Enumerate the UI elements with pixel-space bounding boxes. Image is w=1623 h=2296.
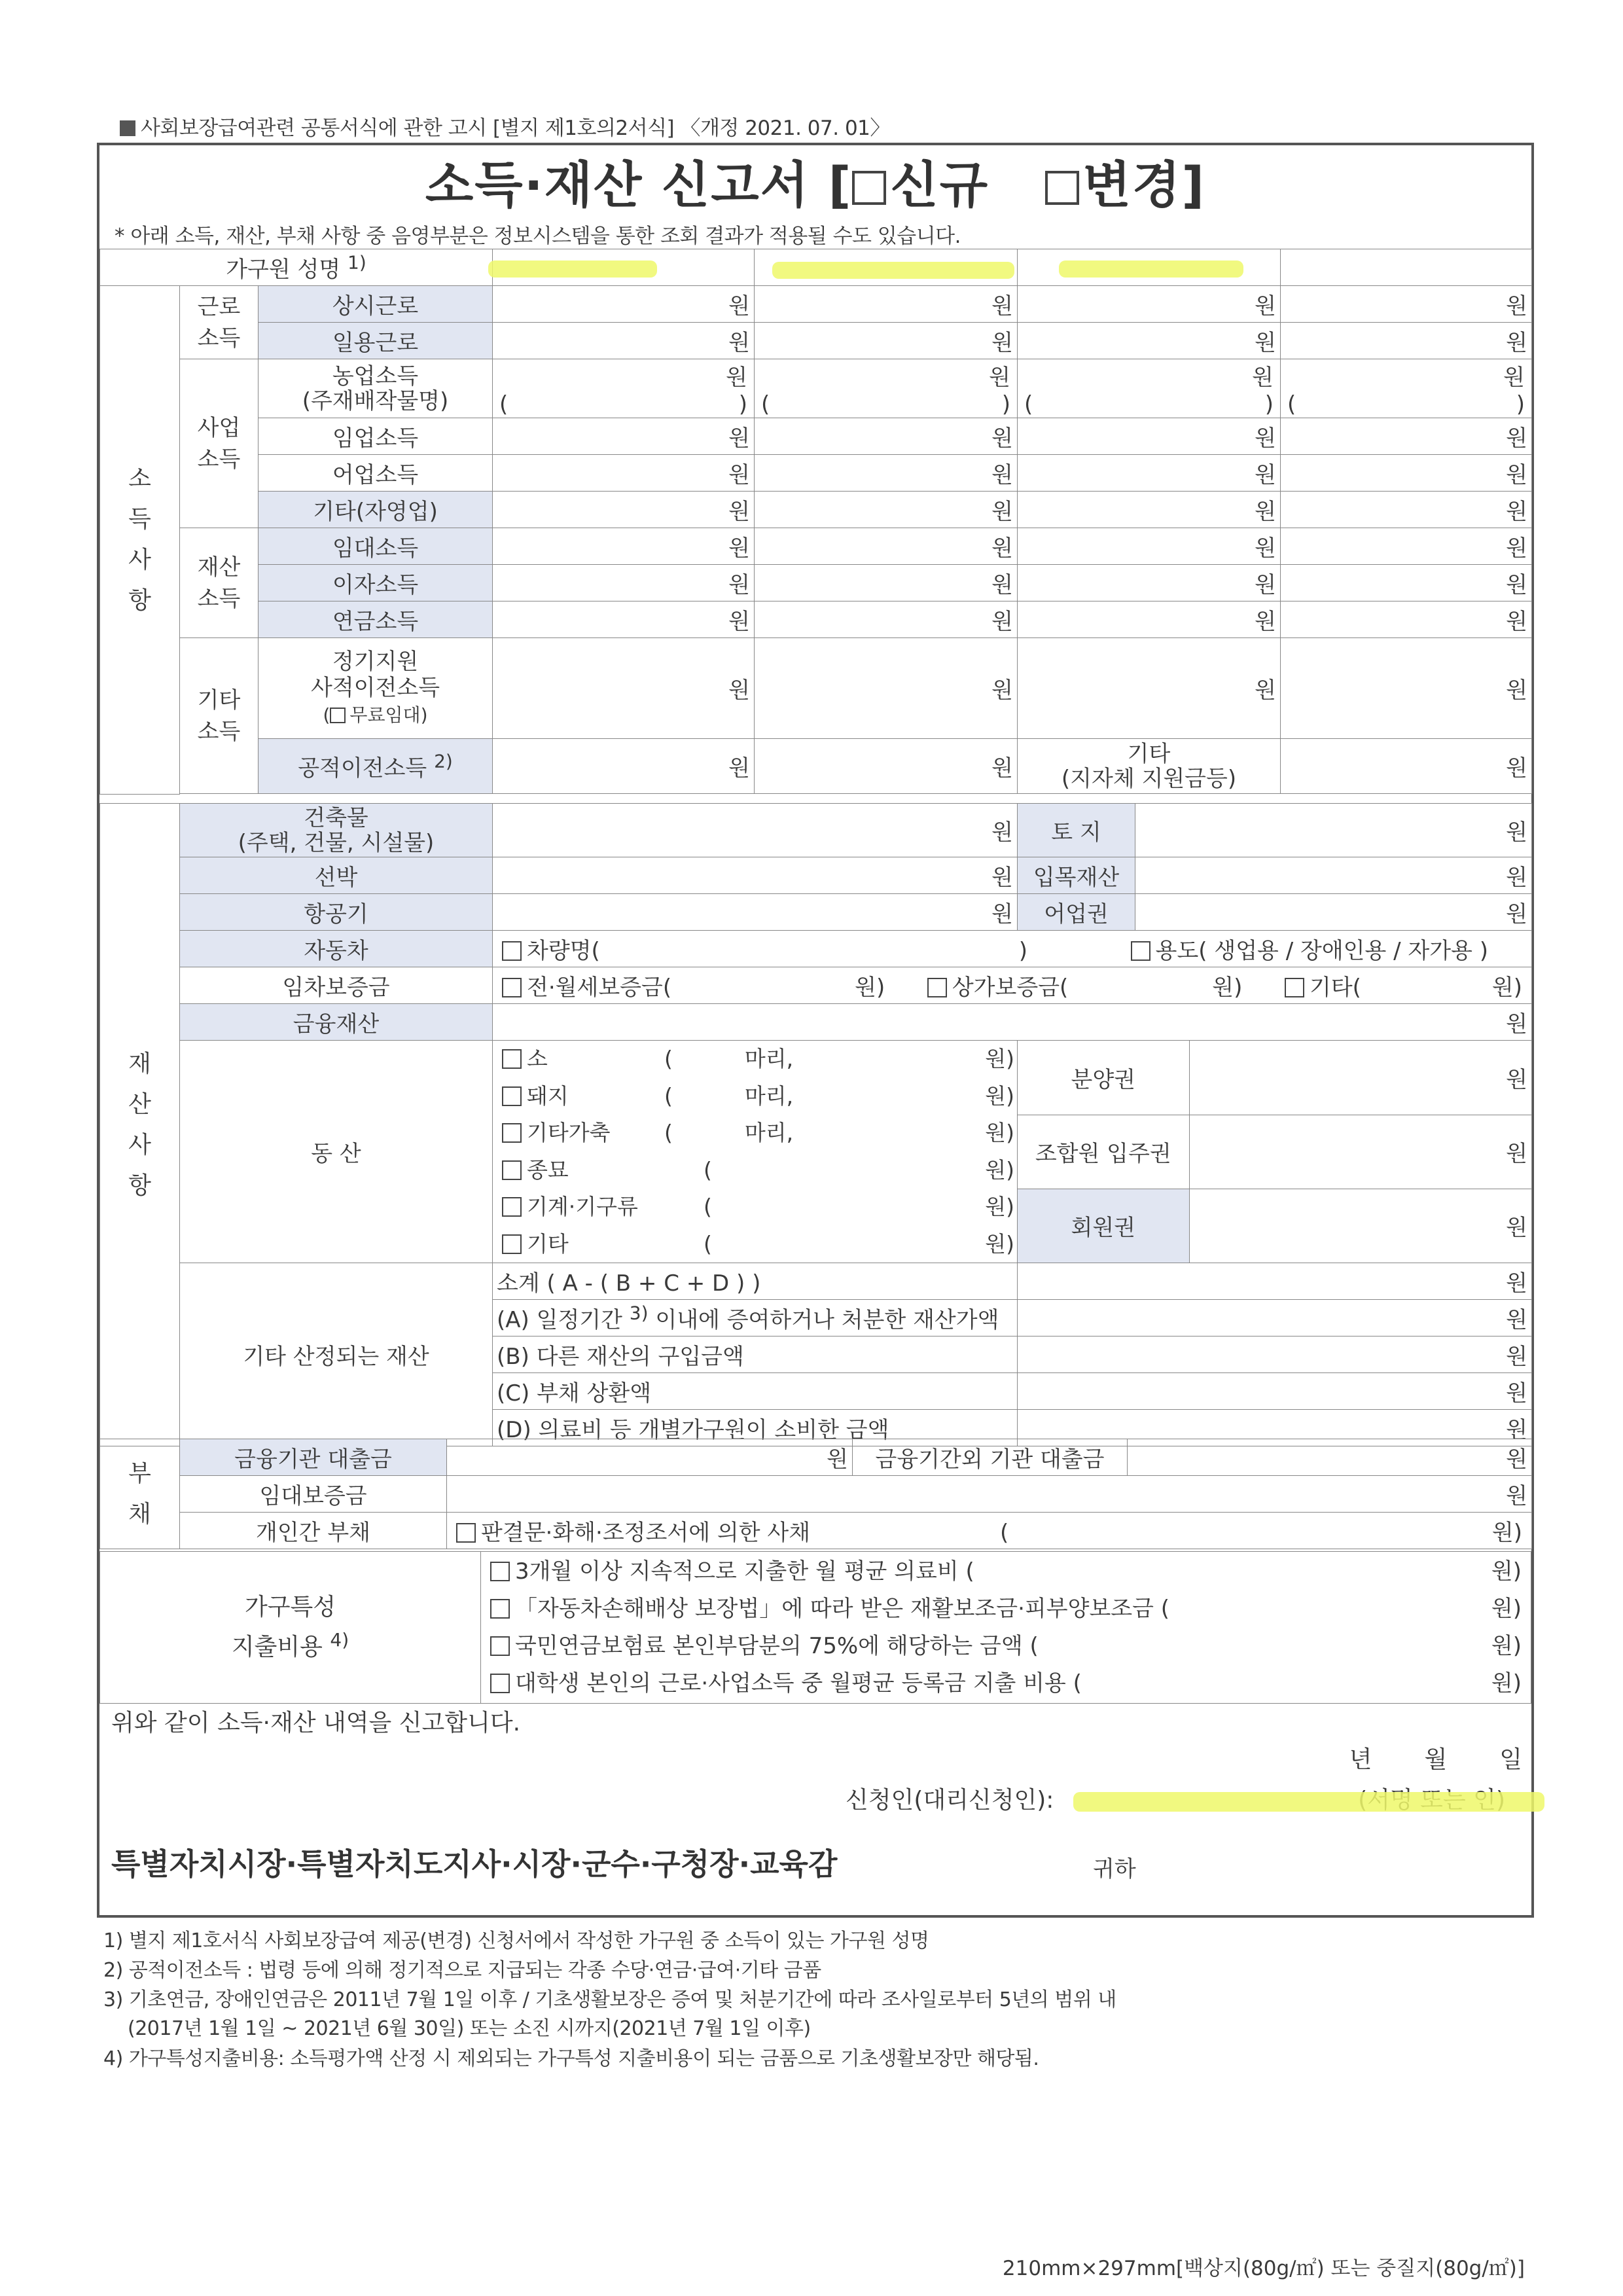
ship-input[interactable]: 원 — [493, 857, 1018, 894]
selfemp-income-row — [100, 492, 1532, 528]
pig-checkbox[interactable] — [502, 1086, 522, 1106]
subtotal-row — [100, 1263, 1532, 1300]
private-transfer-input-4[interactable]: 원 — [1281, 638, 1532, 739]
car-use-checkbox[interactable] — [1131, 941, 1150, 961]
daily-work-label: 일용근로 — [259, 323, 493, 359]
private-transfer-input-3[interactable]: 원 — [1018, 638, 1281, 739]
building-row — [100, 804, 1532, 857]
highlight-mark-4 — [1073, 1792, 1544, 1812]
work-income-group: 근로 소득 — [180, 286, 259, 359]
item-d-input[interactable]: 원 — [1018, 1410, 1532, 1446]
farm-income-input-4[interactable]: 원 ( ) — [1281, 359, 1532, 418]
pension-income-input-3[interactable]: 원 — [1018, 601, 1281, 638]
private-transfer-row — [100, 638, 1532, 739]
subtotal-label: 소계 ( A - ( B + C + D ) ) — [493, 1263, 1018, 1300]
rent-income-label: 임대소득 — [259, 528, 493, 565]
seedling-checkbox[interactable] — [502, 1160, 522, 1180]
public-transfer-row — [100, 739, 1532, 794]
special-item-4: 대학생 본인의 근로·사업소득 중 월평균 등록금 지출 비용 ( 원) — [490, 1665, 1522, 1702]
timber-input[interactable]: 원 — [1135, 857, 1532, 894]
debt-section-label: 부 채 — [100, 1439, 180, 1549]
other-local-input[interactable]: 원 — [1281, 739, 1532, 794]
bank-loan-row — [100, 1439, 1532, 1476]
sale-right-input[interactable]: 원 — [1189, 1041, 1531, 1115]
report-table — [99, 249, 1532, 795]
sale-right-label: 분양권 — [1018, 1041, 1189, 1115]
private-transfer-input-2[interactable]: 원 — [755, 638, 1018, 739]
item-d-label: (D) 의료비 등 개별가구원이 소비한 금액 — [493, 1410, 1018, 1446]
finance-label: 금융재산 — [180, 1004, 493, 1041]
income-section-label: 소 득 사 항 — [100, 286, 180, 795]
personal-debt-checkbox[interactable] — [456, 1523, 476, 1543]
item-b-label: (B) 다른 재산의 구입금액 — [493, 1336, 1018, 1373]
selfemp-income-input-3[interactable]: 원 — [1018, 492, 1281, 528]
footnote-2: 2) 공적이전소득 : 법령 등에 의해 정기적으로 지급되는 각종 수당·연금·급여·기타 금품 — [103, 1959, 821, 1982]
private-transfer-label: 정기지원 사적이전소득 ( 무료임대) — [259, 638, 493, 739]
debt-table — [99, 1439, 1532, 1549]
selfemp-income-input-4[interactable]: 원 — [1281, 492, 1532, 528]
car-row — [100, 931, 1532, 967]
rent-income-input-2[interactable]: 원 — [755, 528, 1018, 565]
page-title — [97, 145, 1534, 217]
misc-checkbox[interactable] — [502, 1234, 522, 1254]
special-expense-label: 가구특성 지출비용 $^{4)}$ — [100, 1552, 481, 1704]
fish-income-label: 어업소득 — [259, 455, 493, 492]
movable-items[interactable] — [493, 1041, 1018, 1263]
footnote-4: 4) 가구특성지출비용: 소득평가액 산정 시 제외되는 가구특성 지출비용이 되는 금품으로 기초생활보장만 해당됨. — [103, 2047, 1039, 2070]
other-income-group: 기타 소득 — [180, 638, 259, 794]
rent-income-input-3[interactable]: 원 — [1018, 528, 1281, 565]
highlight-mark-2 — [772, 262, 1014, 279]
change-label: 변경 — [1082, 156, 1182, 214]
nonbank-loan-label: 금융기간외 기관 대출금 — [853, 1439, 1128, 1476]
jeonse-checkbox[interactable] — [502, 978, 522, 997]
form-reference-text: 사회보장급여관련 공통서식에 관한 고시 [별지 제1호의2서식] 〈개정 2021. 07. 01〉 — [141, 117, 890, 140]
special-item-2-checkbox[interactable] — [490, 1599, 510, 1619]
property-income-group: 재산 소득 — [180, 528, 259, 638]
footnote-1: 1) 별지 제1호서식 사회보장급여 제공(변경) 신청서에서 작성한 가구원 중 소득이 있는 가구원 성명 — [103, 1929, 929, 1952]
other-deposit-checkbox[interactable] — [1285, 978, 1304, 997]
farm-income-input-3[interactable]: 원 ( ) — [1018, 359, 1281, 418]
machine-checkbox[interactable] — [502, 1197, 522, 1217]
regular-work-input-1[interactable]: 원 — [493, 286, 755, 323]
deposit-input[interactable]: 전·월세보증금( 원) 상가보증금( 원) 기타( 원) — [493, 967, 1532, 1004]
footnote-3-cont: (2017년 1월 1일 ~ 2021년 6월 30일) 또는 소진 시까지(2021년 7월 1일 이후) — [128, 2017, 811, 2040]
special-expense-row — [100, 1552, 1531, 1704]
daily-work-input-1[interactable]: 원 — [493, 323, 755, 359]
fish-income-input-2[interactable]: 원 — [755, 455, 1018, 492]
rights-area — [1018, 1041, 1532, 1263]
special-item-3: 국민연금보험료 본인부담분의 75%에 해당하는 금액 ( 원) — [490, 1628, 1522, 1665]
movable-row — [100, 1041, 1532, 1263]
daily-work-input-3[interactable]: 원 — [1018, 323, 1281, 359]
farm-income-row — [100, 359, 1532, 418]
nonbank-loan-input[interactable]: 원 — [1128, 1439, 1532, 1476]
rent-income-input-4[interactable]: 원 — [1281, 528, 1532, 565]
fishing-right-input[interactable]: 원 — [1135, 894, 1532, 931]
special-item-3-checkbox[interactable] — [490, 1636, 510, 1656]
interest-income-input-3[interactable]: 원 — [1018, 565, 1281, 601]
finance-input[interactable]: 원 — [493, 1004, 1532, 1041]
private-transfer-input-1[interactable]: 원 — [493, 638, 755, 739]
personal-debt-input[interactable]: 판결문·화해·조정조서에 의한 사채 ( 원) — [447, 1513, 1532, 1549]
item-a-input[interactable]: 원 — [1018, 1300, 1532, 1336]
item-c-label: (C) 부채 상환액 — [493, 1373, 1018, 1410]
union-right-label: 조합원 입주권 — [1018, 1115, 1189, 1189]
item-a-label: (A) 일정기간 $^{3)}$ 이내에 증여하거나 처분한 재산가액 — [493, 1300, 1018, 1336]
personal-debt-row — [100, 1513, 1532, 1549]
other-livestock-item: 기타가축 ( 마리, 원) — [502, 1115, 1014, 1152]
farm-income-input-2[interactable]: 원 ( ) — [755, 359, 1018, 418]
forest-income-label: 임업소득 — [259, 418, 493, 455]
shade-note: * 아래 소득, 재산, 부채 사항 중 음영부분은 정보시스템을 통한 조회 결과가 적용될 수도 있습니다. — [115, 224, 961, 248]
farm-income-input-1[interactable]: 원 ( ) — [493, 359, 755, 418]
interest-income-row — [100, 565, 1532, 601]
public-transfer-label: 공적이전소득 $^{2)}$ — [259, 739, 493, 794]
forest-income-input-3[interactable]: 원 — [1018, 418, 1281, 455]
free-rent-checkbox[interactable] — [330, 708, 346, 723]
new-checkbox[interactable] — [852, 171, 886, 205]
land-label: 토 지 — [1018, 804, 1135, 857]
pension-income-row — [100, 601, 1532, 638]
regular-work-input-3[interactable]: 원 — [1018, 286, 1281, 323]
member-name-4[interactable] — [1281, 249, 1532, 286]
misc-item: 기타 ( 원) — [502, 1226, 1014, 1263]
bank-loan-label: 금융기관 대출금 — [180, 1439, 447, 1476]
interest-income-input-4[interactable]: 원 — [1281, 565, 1532, 601]
special-item-2: 「자동차손해배상 보장법」에 따라 받은 재활보조금·피부양보조금 ( 원) — [490, 1590, 1522, 1628]
interest-income-input-2[interactable]: 원 — [755, 565, 1018, 601]
title-text: 소득·재산 신고서 [ — [425, 156, 853, 214]
fish-income-input-1[interactable]: 원 — [493, 455, 755, 492]
daily-work-row — [100, 323, 1532, 359]
farm-income-label: 농업소득 (주재배작물명) — [259, 359, 493, 418]
rent-deposit-input[interactable]: 원 — [447, 1476, 1532, 1513]
other-livestock-checkbox[interactable] — [502, 1123, 522, 1143]
cow-checkbox[interactable] — [502, 1049, 522, 1069]
recipients: 특별자치시장·특별자치도지사·시장·군수·구청장·교육감 — [111, 1846, 838, 1882]
fish-income-input-3[interactable]: 원 — [1018, 455, 1281, 492]
regular-work-label: 상시근로 — [259, 286, 493, 323]
pig-item: 돼지 ( 마리, 원) — [502, 1078, 1014, 1115]
other-local-label: 기타 (지자체 지원금등) — [1018, 739, 1281, 794]
rent-deposit-row — [100, 1476, 1532, 1513]
applicant-label: 신청인(대리신청인): — [846, 1787, 1054, 1814]
forest-income-input-4[interactable]: 원 — [1281, 418, 1532, 455]
interest-income-input-1[interactable]: 원 — [493, 565, 755, 601]
item-b-input[interactable]: 원 — [1018, 1336, 1532, 1373]
seedling-item: 종묘 ( 원) — [502, 1152, 1014, 1189]
selfemp-income-label: 기타(자영업) — [259, 492, 493, 528]
pension-income-input-1[interactable]: 원 — [493, 601, 755, 638]
highlight-mark-3 — [1059, 260, 1243, 278]
aircraft-label: 항공기 — [180, 894, 493, 931]
movable-label: 동 산 — [180, 1041, 493, 1263]
footnote-3: 3) 기초연금, 장애인연금은 2011년 7월 1일 이후 / 기초생활보장은 증여 및 처분기간에 따라 조사일로부터 5년의 범위 내 — [103, 1988, 1116, 2011]
item-c-input[interactable]: 원 — [1018, 1373, 1532, 1410]
fish-income-input-4[interactable]: 원 — [1281, 455, 1532, 492]
membership-row — [1018, 1189, 1531, 1263]
building-input[interactable]: 원 — [493, 804, 1018, 857]
other-calc-label: 기타 산정되는 재산 — [180, 1263, 493, 1446]
rent-income-row — [100, 528, 1532, 565]
personal-debt-label: 개인간 부채 — [180, 1513, 447, 1549]
pension-income-input-4[interactable]: 원 — [1281, 601, 1532, 638]
deposit-row — [100, 967, 1532, 1004]
highlight-mark-1 — [488, 260, 657, 278]
public-transfer-input-2[interactable]: 원 — [755, 739, 1018, 794]
union-right-row — [1018, 1115, 1531, 1189]
rights-table — [1018, 1041, 1531, 1263]
paper-size: 210mm×297mm[백상지(80g/㎡) 또는 중질지(80g/㎡)] — [1002, 2257, 1525, 2280]
bank-loan-input[interactable]: 원 — [447, 1439, 853, 1476]
ship-row — [100, 857, 1532, 894]
membership-label: 회원권 — [1018, 1189, 1189, 1263]
ship-label: 선박 — [180, 857, 493, 894]
timber-label: 입목재산 — [1018, 857, 1135, 894]
store-deposit-checkbox[interactable] — [927, 978, 947, 997]
member-name-label: 가구원 성명 $^{1)}$ — [100, 249, 493, 286]
form-reference — [120, 111, 890, 141]
property-table — [99, 803, 1532, 1446]
interest-income-label: 이자소득 — [259, 565, 493, 601]
selfemp-income-input-2[interactable]: 원 — [755, 492, 1018, 528]
public-transfer-input-1[interactable]: 원 — [493, 739, 755, 794]
business-income-group: 사업 소득 — [180, 359, 259, 528]
aircraft-input[interactable]: 원 — [493, 894, 1018, 931]
daily-work-input-4[interactable]: 원 — [1281, 323, 1532, 359]
sale-right-row — [1018, 1041, 1531, 1115]
car-label: 자동차 — [180, 931, 493, 967]
property-section-label: 재 산 사 항 — [100, 804, 180, 1446]
title-close: ] — [1181, 156, 1206, 214]
special-expense-items — [481, 1552, 1531, 1704]
car-name-checkbox[interactable] — [502, 941, 522, 961]
special-item-1: 3개월 이상 지속적으로 지출한 월 평균 의료비 ( 원) — [490, 1553, 1522, 1590]
forest-income-input-2[interactable]: 원 — [755, 418, 1018, 455]
finance-row — [100, 1004, 1532, 1041]
rent-income-input-1[interactable]: 원 — [493, 528, 755, 565]
aircraft-row — [100, 894, 1532, 931]
square-bullet-icon — [120, 120, 135, 136]
date-line[interactable]: 년 월 일 — [1349, 1746, 1522, 1773]
pension-income-input-2[interactable]: 원 — [755, 601, 1018, 638]
deposit-label: 임차보증금 — [180, 967, 493, 1004]
special-item-1-checkbox[interactable] — [490, 1562, 510, 1581]
honorific: 귀하 — [1093, 1856, 1136, 1882]
fishing-right-label: 어업권 — [1018, 894, 1135, 931]
change-checkbox[interactable] — [1045, 171, 1079, 205]
union-right-input[interactable]: 원 — [1189, 1115, 1531, 1189]
selfemp-income-input-1[interactable]: 원 — [493, 492, 755, 528]
daily-work-input-2[interactable]: 원 — [755, 323, 1018, 359]
building-label: 건축물 (주택, 건물, 시설물) — [180, 804, 493, 857]
regular-work-input-2[interactable]: 원 — [755, 286, 1018, 323]
forest-income-row — [100, 418, 1532, 455]
land-input[interactable]: 원 — [1135, 804, 1532, 857]
machine-item: 기계·기구류 ( 원) — [502, 1189, 1014, 1226]
regular-work-input-4[interactable]: 원 — [1281, 286, 1532, 323]
declaration-text: 위와 같이 소득·재산 내역을 신고합니다. — [111, 1710, 521, 1736]
pension-income-label: 연금소득 — [259, 601, 493, 638]
rent-deposit-label: 임대보증금 — [180, 1476, 447, 1513]
special-table — [99, 1551, 1531, 1704]
special-item-4-checkbox[interactable] — [490, 1674, 510, 1693]
cow-item: 소 ( 마리, 원) — [502, 1041, 1014, 1078]
forest-income-input-1[interactable]: 원 — [493, 418, 755, 455]
fish-income-row — [100, 455, 1532, 492]
car-input[interactable]: 차량명( ) 용도( 생업용 / 장애인용 / 자가용 ) — [493, 931, 1532, 967]
new-label: 신규 — [890, 156, 990, 214]
subtotal-input[interactable]: 원 — [1018, 1263, 1532, 1300]
membership-input[interactable]: 원 — [1506, 1215, 1528, 1242]
regular-work-row — [100, 286, 1532, 323]
